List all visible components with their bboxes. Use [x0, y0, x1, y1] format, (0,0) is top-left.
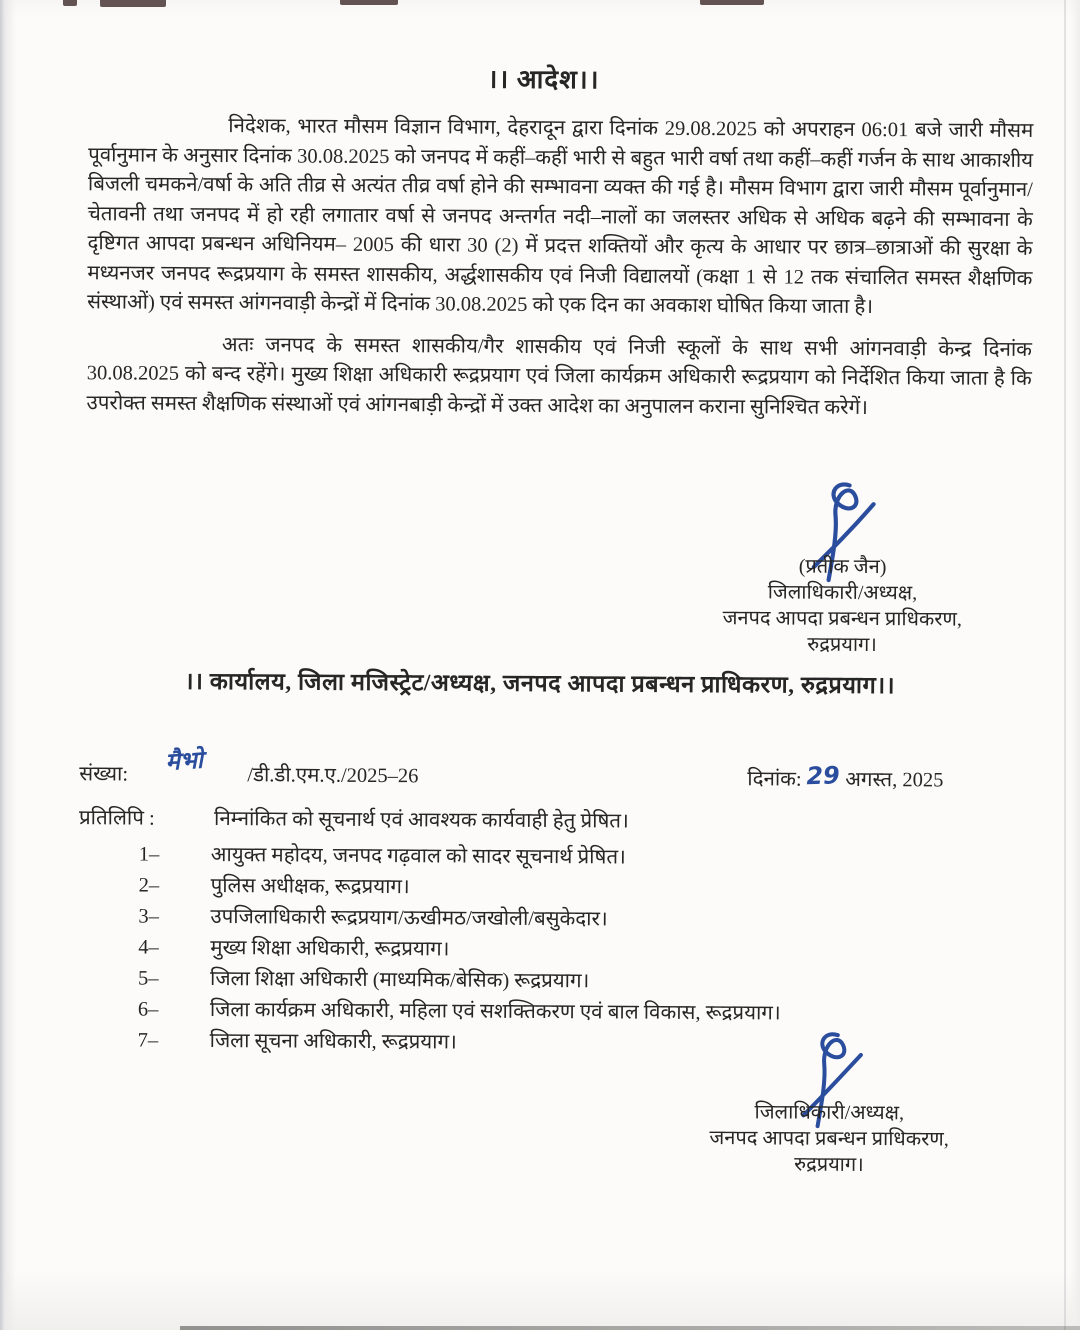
list-item: [138, 968, 1038, 996]
item-text: आयुक्त महोदय, जनपद गढ़वाल को सादर सूचनार्थ प्रेषित।: [210, 843, 626, 869]
reference-date: [747, 763, 943, 793]
signatory-authority: जनपद आपदा प्रबन्धन प्राधिकरण,: [722, 607, 963, 631]
item-text: पुलिस अधीक्षक, रूद्रप्रयाग।: [210, 874, 410, 899]
item-number: 5–: [138, 967, 159, 990]
item-number: 4–: [138, 936, 159, 959]
order-paragraph-2: अतः जनपद के समस्त शासकीय/गैर शासकीय एवं निजी स्कूलों के साथ सभी आंगनवाड़ी केन्द्र दिनांक 30.08.2025 को बन्द रहेंगे। मुख्य शिक्षा अधिकारी रूद्रप्रयाग एवं जिला कार्यक्रम अधिकारी रूद्रप्रयाग को निर्देशित किया जाता है कि उपरोक्त समस्त शैक्षणिक संस्थाओं एवं आंगनबाड़ी केन्द्रों में उक्त आदेश का अनुपालन कराना सुनिश्चित करेगें।: [86, 333, 1033, 419]
list-item: [138, 937, 1038, 965]
date-label: दिनांक:: [747, 768, 802, 791]
reference-number-handwritten: मैभो: [164, 745, 204, 776]
item-number: 3–: [138, 905, 160, 928]
item-number: 6–: [137, 998, 159, 1021]
item-number: 7–: [137, 1029, 159, 1052]
order-paragraph-1: निदेशक, भारत मौसम विज्ञान विभाग, देहरादून द्वारा दिनांक 29.08.2025 को अपराहन 06:01 बजे जारी मौसम पूर्वानुमान के अनुसार दिनांक 30.08.2025 को जनपद में कहीं–कहीं भारी से बहुत भारी वर्षा तथा कहीं–कहीं गर्जन के साथ आकाशीय बिजली चमकने/वर्षा के अति तीव्र से अत्यंत तीव्र वर्षा होने की सम्भावना व्यक्त की गई है। मौसम विभाग द्वारा जारी मौसम पूर्वानुमान/चेतावनी तथा जनपद में हो रही लगातार वर्षा से जनपद अन्तर्गत नदी–नालों का जलस्तर अधिक से अधिक बढ़ने की सम्भावना के दृष्टिगत आपदा प्रबन्धन अधिनियम– 2005 की धारा 30 (2) में प्रदत्त शक्तियों और कृत्य के आधार पर छात्र–छात्राओं की सुरक्षा के मध्यनजर जनपद रूद्रप्रयाग के समस्त शासकीय, अर्द्धशासकीय एवं निजी विद्यालयों (कक्षा 1 से 12 तक संचालित समस्त शैक्षणिक संस्थाओं) एवं समस्त आंगनवाड़ी केन्द्रों में दिनांक 30.08.2025 को एक दिन का अवकाश घोषित किया जाता है।: [87, 115, 1034, 319]
signatory-name: (प्रतीक जैन): [798, 555, 887, 579]
copy-intro: निम्नांकित को सूचनार्थ एवं आवश्यक कार्यवाही हेतु प्रेषित।: [213, 808, 629, 833]
signatory-designation: जिलाधिकारी/अध्यक्ष,: [754, 1101, 905, 1125]
signatory-place: रुद्रप्रयाग।: [807, 633, 877, 657]
item-text: जिला कार्यक्रम अधिकारी, महिला एवं सशक्तिकरण एवं बाल विकास, रूद्रप्रयाग।: [209, 998, 781, 1025]
item-number: 2–: [138, 874, 160, 897]
list-item: [139, 875, 1039, 903]
copy-label: प्रतिलिपि :: [78, 807, 155, 830]
item-text: मुख्य शिक्षा अधिकारी, रूद्रप्रयाग।: [210, 936, 450, 961]
date-handwritten: 29: [806, 761, 841, 791]
item-text: जिला शिक्षा अधिकारी (माध्यमिक/बेसिक) रूद्रप्रयाग।: [210, 967, 590, 993]
reference-line: [79, 745, 1029, 807]
item-text: उपजिलाधिकारी रूद्रप्रयाग/ऊखीमठ/जखोली/बसुकेदार।: [210, 905, 608, 931]
signature-block-top: [672, 479, 1013, 659]
item-text: जिला सूचना अधिकारी, रूद्रप्रयाग।: [209, 1029, 457, 1054]
signatory-place: रुद्रप्रयाग।: [794, 1153, 864, 1176]
list-item: [138, 999, 1038, 1027]
reference-number-label: संख्या:: [79, 763, 129, 786]
order-title: ।। आदेश।।: [487, 64, 600, 95]
office-heading: ।। कार्यालय, जिला मजिस्ट्रेट/अध्यक्ष, जनपद आपदा प्रबन्धन प्राधिकरण, रुद्रप्रयाग।।: [184, 668, 896, 700]
signature-block-bottom: [659, 1029, 1000, 1179]
signatory-designation: जिलाधिकारी/अध्यक्ष,: [767, 581, 918, 605]
date-value: अगस्त, 2025: [845, 768, 944, 792]
signatory-authority: जनपद आपदा प्रबन्धन प्राधिकरण,: [709, 1127, 949, 1151]
list-item: [139, 844, 1039, 872]
reference-number-value: /डी.डी.एम.ए./2025–26: [247, 764, 419, 788]
item-number: 1–: [138, 843, 160, 866]
list-item: [138, 906, 1038, 934]
